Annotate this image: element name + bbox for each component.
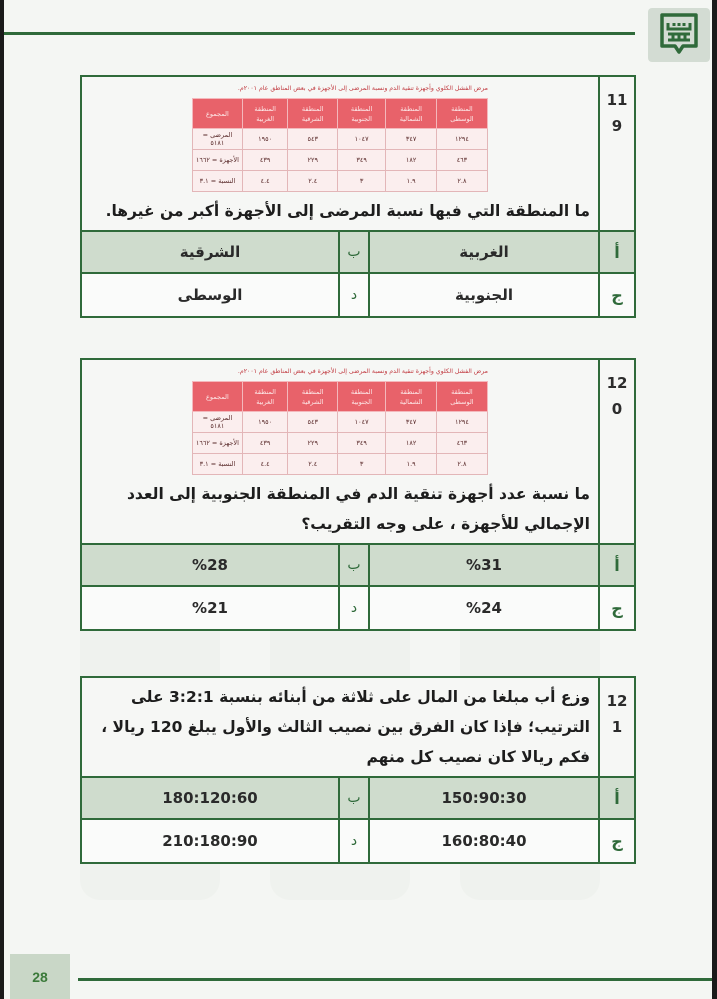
option-a[interactable]: الغربية (368, 232, 598, 272)
data-table-image (192, 83, 488, 192)
option-d[interactable]: 210:180:90 (162, 832, 258, 850)
page-number-badge (10, 954, 70, 999)
table-cell: ٣ (337, 171, 385, 192)
option-d[interactable]: الوسطى (177, 286, 243, 304)
data-table-row (193, 412, 488, 433)
table-cell: ١٨٢ (386, 433, 437, 454)
table-cell: النسبة = ٣.١ (193, 454, 243, 475)
data-table-row (193, 129, 488, 150)
answer-row-2 (82, 274, 634, 316)
question-120 (80, 358, 636, 631)
castle-shield-icon (659, 12, 699, 58)
table-cell: ١٩٥٠ (242, 412, 288, 433)
data-table-header-row (193, 382, 488, 412)
option-b-letter: ب (338, 232, 368, 272)
header-cell: المنطقة الغربية (242, 99, 288, 129)
table-cell: ٤.٤ (242, 171, 288, 192)
question-number-line1: 11 (606, 91, 628, 109)
header-divider (4, 32, 635, 35)
option-d[interactable]: %21 (192, 599, 228, 617)
screen-edge-right (712, 0, 717, 999)
option-c-letter: ج (598, 587, 634, 629)
table-cell: ١٩٥٠ (242, 129, 288, 150)
question-number-line2: 0 (611, 400, 623, 418)
header-cell: المنطقة الشرقية (288, 99, 338, 129)
publisher-logo (648, 8, 710, 62)
data-table-header-row (193, 99, 488, 129)
table-cell: ٢.٤ (288, 171, 338, 192)
option-c[interactable]: %24 (368, 587, 598, 629)
header-cell: المنطقة الشمالية (386, 99, 437, 129)
data-table-row (193, 171, 488, 192)
option-b[interactable]: الشرقية (179, 243, 241, 261)
option-b[interactable]: 180:120:60 (162, 789, 258, 807)
answer-row-2 (82, 587, 634, 629)
data-table (192, 381, 488, 475)
question-number-line1: 12 (606, 374, 628, 392)
option-a[interactable]: %31 (368, 545, 598, 585)
answer-row-1 (82, 778, 634, 820)
table-cell: المرضى = ٥١٨١ (193, 129, 243, 150)
table-cell: ٤٣٩ (242, 150, 288, 171)
answer-row-2 (82, 820, 634, 862)
table-cell: ٢٢٩ (288, 433, 338, 454)
option-b-letter: ب (338, 545, 368, 585)
table-cell: ٣٤٧ (386, 412, 437, 433)
table-cell: ٢.٤ (288, 454, 338, 475)
header-cell: المنطقة الغربية (242, 382, 288, 412)
table-cell: الأجهزة = ١٦٦٢ (193, 150, 243, 171)
option-d-letter: د (338, 820, 368, 862)
header-cell: المنطقة الشمالية (386, 382, 437, 412)
header-cell: المنطقة الوسطى (436, 99, 487, 129)
question-number (598, 360, 634, 543)
data-table-image (192, 366, 488, 475)
answer-row-1 (82, 545, 634, 587)
question-number-line2: 9 (611, 117, 623, 135)
option-a-letter: أ (598, 545, 634, 585)
table-cell: ١٠٤٧ (337, 412, 385, 433)
header-cell: المجموع (193, 99, 243, 129)
page-number: 28 (32, 968, 48, 985)
option-a[interactable]: 150:90:30 (368, 778, 598, 818)
data-table-row (193, 150, 488, 171)
option-c[interactable]: الجنوبية (368, 274, 598, 316)
footer-divider (78, 978, 712, 981)
table-cell: النسبة = ٣.١ (193, 171, 243, 192)
screen-edge-left (0, 0, 4, 999)
header-cell: المجموع (193, 382, 243, 412)
table-cell: ١.٩ (386, 171, 437, 192)
option-b-letter: ب (338, 778, 368, 818)
question-121 (80, 676, 636, 864)
option-c-letter: ج (598, 274, 634, 316)
option-c-letter: ج (598, 820, 634, 862)
table-cell: ٢٢٩ (288, 150, 338, 171)
table-cell: الأجهزة = ١٦٦٢ (193, 433, 243, 454)
data-table-row (193, 433, 488, 454)
table-cell: المرضى = ٥١٨١ (193, 412, 243, 433)
question-number (598, 678, 634, 776)
table-cell: ٤.٤ (242, 454, 288, 475)
table-cell: ٥٤٣ (288, 412, 338, 433)
question-number-line2: 1 (611, 718, 623, 736)
option-c[interactable]: 160:80:40 (368, 820, 598, 862)
table-cell: ٣٤٩ (337, 433, 385, 454)
table-cell: ٥٤٣ (288, 129, 338, 150)
table-cell: ٣٤٩ (337, 150, 385, 171)
data-table-row (193, 454, 488, 475)
header-cell: المنطقة الجنوبية (337, 382, 385, 412)
table-cell: ٤٦٣ (436, 150, 487, 171)
header-cell: المنطقة الشرقية (288, 382, 338, 412)
table-cell: ١٢٩٤ (436, 129, 487, 150)
option-b[interactable]: %28 (192, 556, 228, 574)
table-cell: ١.٩ (386, 454, 437, 475)
table-cell: ٤٣٩ (242, 433, 288, 454)
data-table-title: مرض الفشل الكلوي وأجهزة تنقية الدم ونسبة المرضى إلى الأجهزة في بعض المناطق عام ٢٠٠١م. (237, 85, 488, 92)
header-cell: المنطقة الجنوبية (337, 99, 385, 129)
data-table-title: مرض الفشل الكلوي وأجهزة تنقية الدم ونسبة المرضى إلى الأجهزة في بعض المناطق عام ٢٠٠١م. (237, 368, 488, 375)
question-119 (80, 75, 636, 318)
question-text: ما نسبة عدد أجهزة تنقية الدم في المنطقة الجنوبية إلى العدد الإجمالي للأجهزة ، على وجه التقريب؟ (126, 485, 590, 533)
question-text: وزع أب مبلغا من المال على ثلاثة من أبنائه بنسبة 3:2:1 على الترتيب؛ فإذا كان الفرق بين نصيب الثالث والأول يبلغ 120 ريالا ، فكم ريالا كان نصيب كل منهم (101, 688, 590, 766)
table-cell: ١٢٩٤ (436, 412, 487, 433)
table-cell: ١٠٤٧ (337, 129, 385, 150)
option-d-letter: د (338, 587, 368, 629)
table-cell: ٣ (337, 454, 385, 475)
option-d-letter: د (338, 274, 368, 316)
header-cell: المنطقة الوسطى (436, 382, 487, 412)
question-text: ما المنطقة التي فيها نسبة المرضى إلى الأجهزة أكبر من غيرها. (105, 202, 590, 220)
question-number-line1: 12 (606, 692, 628, 710)
question-number (598, 77, 634, 230)
table-cell: ٢.٨ (436, 171, 487, 192)
option-a-letter: أ (598, 778, 634, 818)
table-cell: ٢.٨ (436, 454, 487, 475)
table-cell: ١٨٢ (386, 150, 437, 171)
table-cell: ٤٦٣ (436, 433, 487, 454)
table-cell: ٣٤٧ (386, 129, 437, 150)
answer-row-1 (82, 232, 634, 274)
data-table (192, 98, 488, 192)
option-a-letter: أ (598, 232, 634, 272)
